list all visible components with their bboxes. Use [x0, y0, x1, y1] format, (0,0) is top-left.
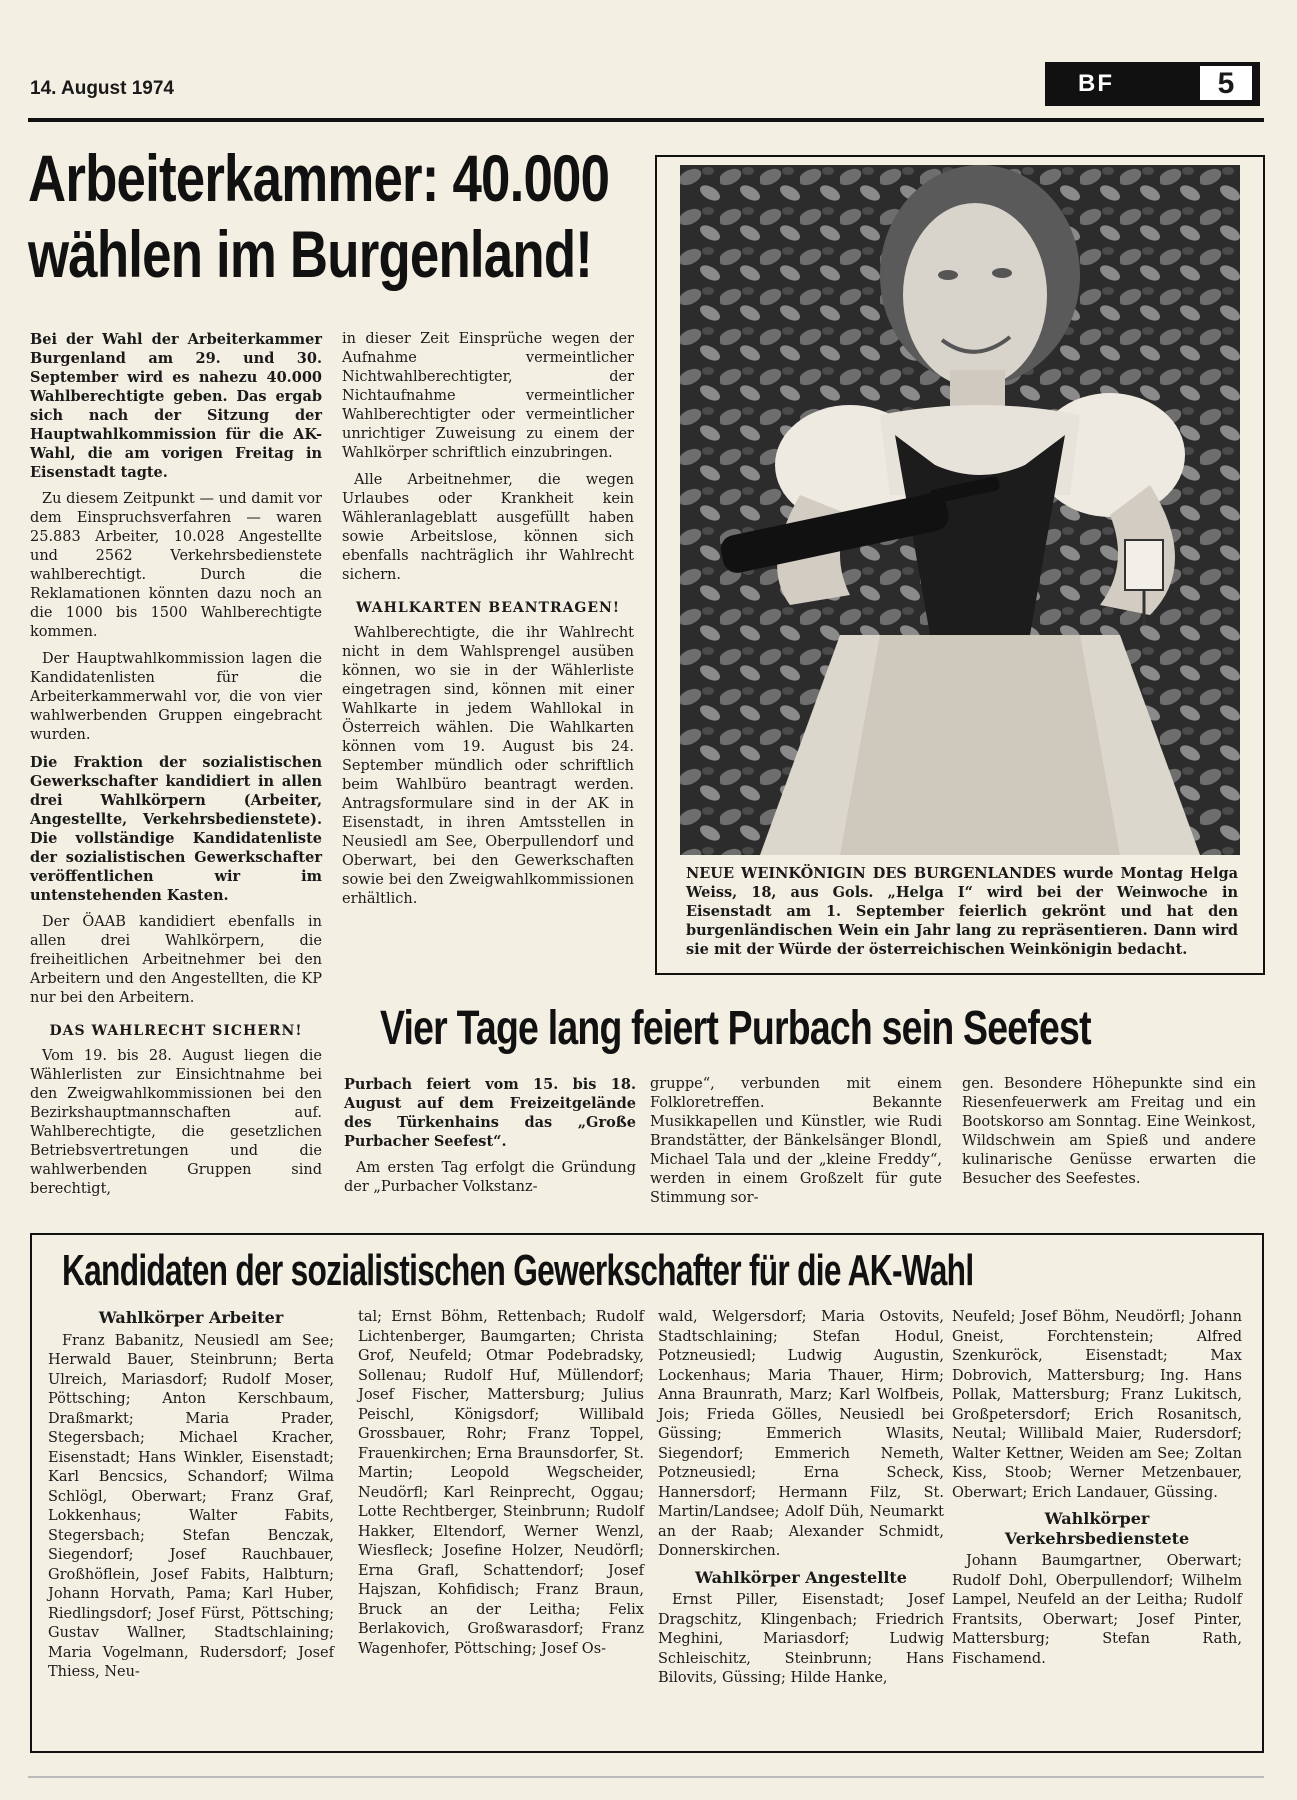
section-head-verkehrsbedienstete: Wahlkörper Verkehrsbedienstete — [1004, 1509, 1190, 1548]
paragraph: gen. Besondere Höhepunkte sind ein Riesenfeuerwerk am Freitag und ein Bootskorso am Sonntag. Eine Weinkost, Wildschwein am Spieß und andere kulinarische Genüsse erwarten die Besucher des Seefestes. — [962, 1076, 1256, 1187]
paragraph: gruppe“, verbunden mit einem Folkloretreffen. Bekannte Musikkapellen und Künstler, wie Rudi Brandstätter, der Bänkelsänger Blondl, Michael Tala und der „kleine Freddy“, werden in einem Großzelt für gute Stimmung sor- — [650, 1076, 942, 1206]
paragraph: in dieser Zeit Einsprüche wegen der Aufnahme vermeintlicher Nichtwahlberechtigter, der Nichtaufnahme vermeintlicher Wahlberechtigter oder vermeintlicher unrichtiger Zuweisung zu einem der Wahlkörper schriftlich einzubringen. — [342, 331, 634, 461]
paragraph: Alle Arbeitnehmer, die wegen Urlaubes oder Krankheit kein Wähleranlageblatt ausgefüllt haben sowie Arbeitslose, können sich ebenfalls nachträglich ihr Wahlrecht sichern. — [342, 472, 634, 583]
issue-date: 14. August 1974 — [30, 78, 174, 99]
section-head-angestellte: Wahlkörper Angestellte — [695, 1567, 907, 1587]
article1-lead: Bei der Wahl der Arbeiterkammer Burgenland am 29. und 30. September wird es nahezu 40.000 Wahlberechtigte geben. Das ergab sich nach der Sitzung der Hauptwahlkommission für die AK-Wahl, die am vorigen Freitag in Eisenstadt tagte. — [30, 331, 322, 481]
headline-line-1: Arbeiterkammer: 40.000 — [28, 141, 610, 215]
candidates-column-1 — [48, 1308, 334, 1689]
header-rule — [28, 118, 1264, 122]
headline-line-2: wählen im Burgenland! — [28, 217, 593, 291]
article2-column-1 — [344, 1075, 636, 1205]
candidates-column-3 — [658, 1308, 944, 1695]
article2-headline: Vier Tage lang feiert Purbach sein Seefest — [380, 1002, 1091, 1055]
article1-headline — [28, 140, 609, 292]
subhead-wahlrecht: DAS WAHLRECHT SICHERN! — [49, 1023, 303, 1039]
paragraph: Zu diesem Zeitpunkt — und damit vor dem Einspruchsverfahren — waren 25.883 Arbeiter, 10.028 Angestellte und 2562 Verkehrsbedienstete wahlberechtigt. Durch die Reklamationen könnten dazu noch an die 1000 bis 1500 Wahlberechtigte kommen. — [30, 491, 322, 640]
candidate-list: Ernst Piller, Eisenstadt; Josef Dragschitz, Klingenbach; Friedrich Meghini, Mariasdorf; Ludwig Schleischitz, Steinbrunn; Hans Bilovits, Güssing; Hilde Hanke, — [658, 1592, 944, 1686]
paragraph: Der ÖAAB kandidiert ebenfalls in allen drei Wahlkörpern, die freiheitlichen Arbeitnehmer bei den Arbeitern und den Angestellten, die KP nur bei den Arbeitern. — [30, 914, 322, 1006]
paragraph: Der Hauptwahlkommission lagen die Kandidatenlisten für die Arbeiterkammerwahl vor, die von vier wahlwerbenden Gruppen eingebracht wurden. — [30, 651, 322, 743]
photo-caption: NEUE WEINKÖNIGIN DES BURGENLANDES wurde Montag Helga Weiss, 18, aus Gols. „Helga I“ wird bei der Weinwoche in Eisenstadt am 1. September feierlich gekrönt und hat den burgenländischen Wein ein Jahr lang zu repräsentieren. Dann wird sie mit der Würde der österreichischen Weinkönigin bedacht. — [686, 865, 1238, 958]
candidate-list: tal; Ernst Böhm, Rettenbach; Rudolf Lichtenberger, Baumgarten; Christa Grof, Neufeld; Otmar Podebradsky, Sollenau; Rudolf Huf, Müllendorf; Josef Fischer, Mattersburg; Julius Peischl, Königsdorf; Willibald Grossbauer, Rohr; Franz Toppel, Frauenkirchen; Erna Braunsdorfer, St. Martin; Leopold Wegscheider, Neudörfl; Karl Reinprecht, Oggau; Lotte Rechtberger, Steinbrunn; Rudolf Hakker, Eltendorf, Werner Wenzl, Wiesfleck; Josefine Holzer, Neudörfl; Erna Grafl, Schattendorf; Josef Hajszan, Kohfidisch; Franz Braun, Bruck an der Leitha; Felix Berlakovich, Großwarasdorf; Franz Wagenhofer, Pöttsching; Josef Os- — [358, 1309, 644, 1657]
wine-queen-photo — [680, 165, 1240, 855]
candidate-list: Franz Babanitz, Neusiedl am See; Herwald Bauer, Steinbrunn; Berta Ulreich, Mariasdorf; Rudolf Moser, Pöttsching; Anton Kerschbaum, Draßmarkt; Maria Prader, Stegersbach; Michael Kracher, Eisenstadt; Hans Winkler, Eisenstadt; Karl Bencsics, Schandorf; Wilma Schlögl, Oberwart; Franz Graf, Lokkenhaus; Walter Fabits, Stegersbach; Stefan Benczak, Siegendorf; Josef Rauchbauer, Großhöflein, Josef Fabits, Halbturn; Johann Horvath, Pama; Karl Huber, Riedlingsdorf; Josef Fürst, Pöttsching; Gustav Wallner, Stadtschlaining; Maria Vogelmann, Rudersdorf; Josef Thiess, Neu- — [48, 1332, 334, 1680]
article1-column-1 — [30, 330, 322, 1207]
article2-column-3 — [962, 1075, 1256, 1197]
section-head-arbeiter: Wahlkörper Arbeiter — [98, 1308, 284, 1327]
article2-column-2 — [650, 1075, 942, 1216]
subhead-wahlkarten: WAHLKARTEN BEANTRAGEN! — [355, 600, 621, 616]
paragraph: Am ersten Tag erfolgt die Gründung der „Purbacher Volkstanz- — [344, 1160, 636, 1195]
candidates-column-4 — [952, 1308, 1242, 1675]
candidate-list: Johann Baumgartner, Oberwart; Rudolf Dohl, Oberpullendorf; Wilhelm Lampel, Neufeld an der Leitha; Rudolf Frantsits, Oberwart; Josef Pinter, Mattersburg; Stefan Rath, Fischamend. — [952, 1553, 1242, 1667]
candidate-list: wald, Welgersdorf; Maria Ostovits, Stadtschlaining; Stefan Hodul, Potzneusiedl; Ludwig Augustin, Lockenhaus; Maria Thauer, Hirm; Anna Braunrath, Marz; Karl Wolfbeis, Jois; Frieda Gölles, Neusiedl bei Güssing; Emmerich Wlasits, Siegendorf; Emmerich Nemeth, Potzneusiedl; Erna Scheck, Hannersdorf; Hermann Filz, St. Martin/Landsee; Adolf Düh, Neumarkt an der Raab; Alexander Schmidt, Donnerskirchen. — [658, 1309, 944, 1559]
paragraph: Wahlberechtigte, die ihr Wahlrecht nicht in dem Wahlsprengel ausüben können, wo sie in der Wählerliste eingetragen sind, können mit einer Wahlkarte in jedem Wahllokal in Österreich wählen. Die Wahlkarten können vom 19. August bis 24. September mündlich oder schriftlich beim Wahlbüro beantragt werden. Antragsformulare sind in der AK in Eisenstadt, in ihren Amtsstellen in Neusiedl am See, Oberpullendorf und Oberwart, bei den Gewerkschaften sowie bei den Zweigwahlkommissionen erhältlich. — [342, 625, 634, 907]
candidates-headline: Kandidaten der sozialistischen Gewerkschafter für die AK-Wahl — [62, 1246, 974, 1295]
article1-column-2 — [342, 330, 634, 917]
bottom-rule — [28, 1776, 1264, 1778]
page-number: 5 — [1198, 64, 1254, 102]
candidates-column-2 — [358, 1308, 644, 1665]
paragraph: Vom 19. bis 28. August liegen die Wählerlisten zur Einsichtnahme bei den Zweigwahlkommissionen bei den Bezirkshauptmannschaften auf. Wahlberechtigte, die gesetzlichen Betriebsvertretungen und die wahlwerbenden Gruppen sind berechtigt, — [30, 1048, 322, 1197]
masthead-logo: BF — [1078, 70, 1114, 97]
candidate-list: Neufeld; Josef Böhm, Neudörfl; Johann Gneist, Forchtenstein; Alfred Szenkuröck, Eisenstadt; Max Dobrovich, Mattersburg; Ing. Hans Pollak, Mattersburg; Franz Lukitsch, Großpetersdorf; Erich Rosanitsch, Neutal; Willibald Maier, Rudersdorf; Walter Kettner, Weiden am See; Zoltan Kiss, Stoob; Werner Metzenbauer, Oberwart; Erich Landauer, Güssing. — [952, 1309, 1242, 1501]
paragraph-bold: Die Fraktion der sozialistischen Gewerkschafter kandidiert in allen drei Wahlkörpern (Arbeiter, Angestellte, Verkehrsbedienstete). Die vollständige Kandidatenliste der sozialistischen Gewerkschafter veröffentlichen wir im untenstehenden Kasten. — [30, 754, 322, 904]
article2-lead: Purbach feiert vom 15. bis 18. August auf dem Freizeitgelände des Türkenhains das „Große Purbacher Seefest“. — [344, 1076, 636, 1150]
